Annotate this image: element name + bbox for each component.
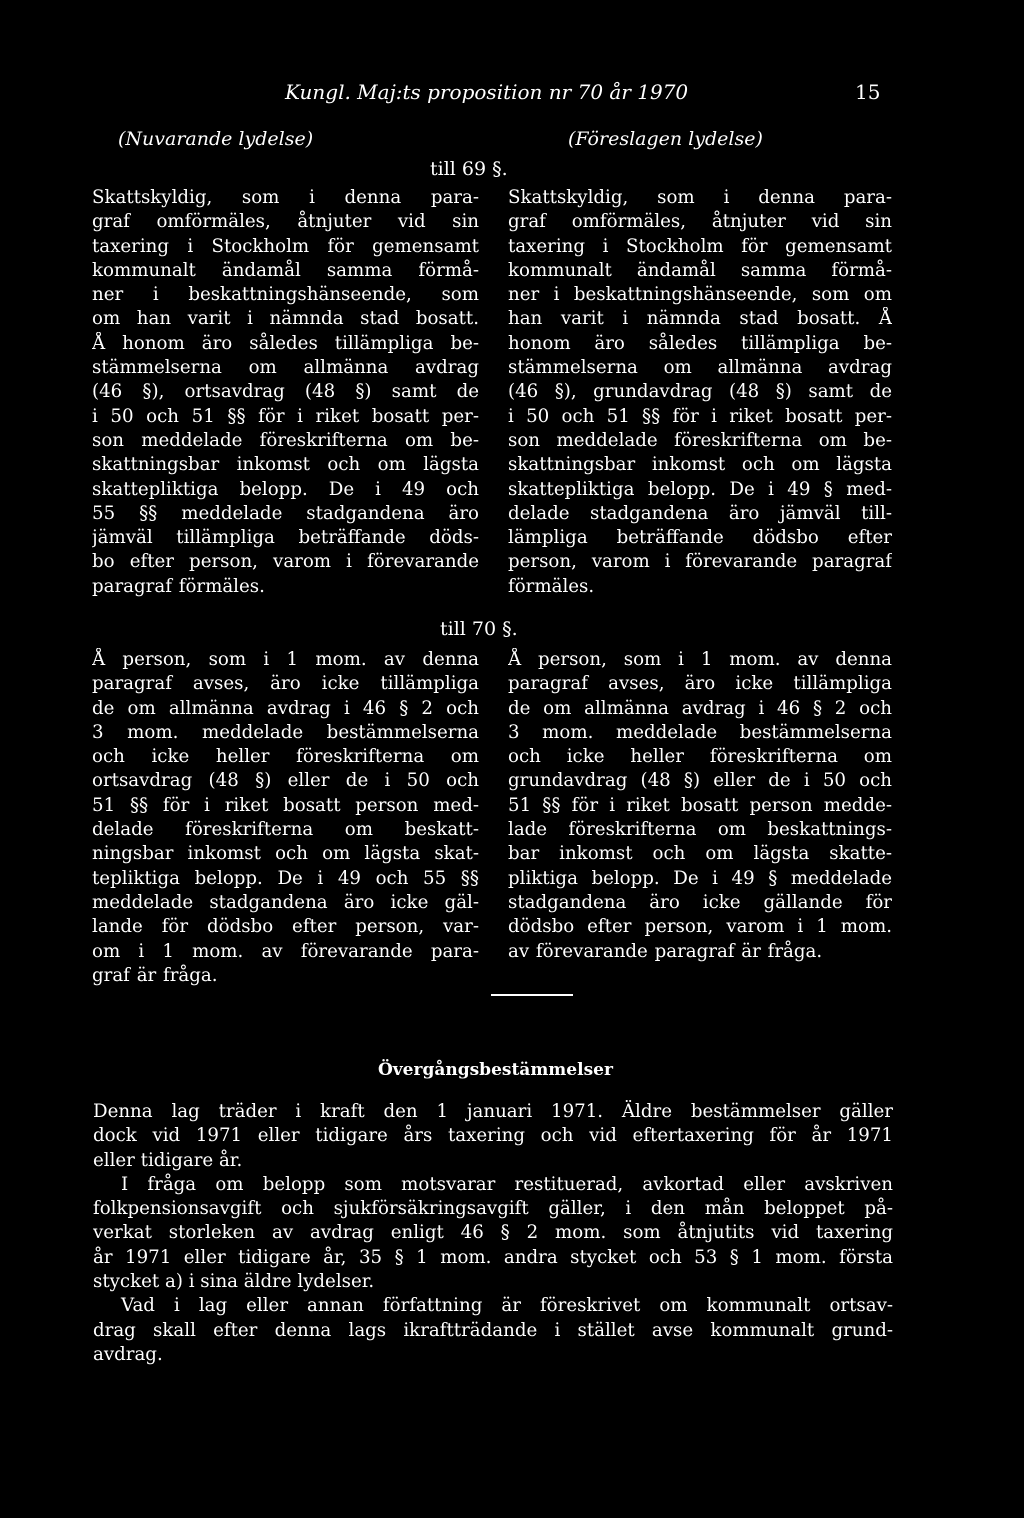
text-line: ner i beskattningshänseende, som	[92, 284, 479, 306]
text-line: bar inkomst och om lägsta skatte-	[508, 843, 892, 865]
section-70-proposed-text	[508, 648, 892, 964]
text-line: paragraf förmäles.	[92, 575, 265, 597]
text-line: eller tidigare år.	[93, 1149, 243, 1171]
section-70-marker: till 70 §.	[440, 618, 518, 640]
text-line: graf är fråga.	[92, 964, 218, 986]
text-line: stadgandena äro icke gällande för	[508, 891, 892, 913]
section-69-proposed-text	[508, 186, 892, 599]
text-line: år 1971 eller tidigare år, 35 § 1 mom. andra stycket och 53 § 1 mom. första	[93, 1246, 893, 1268]
text-line: verkat storleken av avdrag enligt 46 § 2 mom. som åtnjutits vid taxering	[93, 1222, 893, 1244]
text-line: skattningsbar inkomst och om lägsta	[508, 454, 892, 476]
text-line: honom äro således tillämpliga be-	[508, 332, 892, 354]
text-line: lade föreskrifterna om beskattnings-	[508, 819, 892, 841]
running-header: Kungl. Maj:ts proposition nr 70 år 1970	[285, 80, 689, 104]
text-line: son meddelade föreskrifterna om be-	[508, 429, 892, 451]
text-line: i 50 och 51 §§ för i riket bosatt per-	[508, 405, 892, 427]
text-line: Å person, som i 1 mom. av denna	[508, 649, 892, 670]
text-line: Skattskyldig, som i denna para-	[92, 187, 479, 208]
text-line: delade stadgandena äro jämväl till-	[508, 502, 892, 524]
current-wording-heading: (Nuvarande lydelse)	[118, 128, 314, 150]
text-line: taxering i Stockholm för gemensamt	[92, 235, 479, 257]
text-line: dock vid 1971 eller tidigare års taxering och vid eftertaxering för år 1971	[93, 1125, 893, 1147]
text-line: skattningsbar inkomst och om lägsta	[92, 454, 479, 476]
text-line: ortsavdrag (48 §) eller de i 50 och	[92, 770, 479, 792]
page-number: 15	[855, 80, 881, 104]
text-line: kommunalt ändamål samma förmå-	[92, 259, 479, 281]
text-line: de om allmänna avdrag i 46 § 2 och	[92, 697, 479, 719]
text-line: meddelade stadgandena äro icke gäl-	[92, 891, 479, 913]
text-line: folkpensionsavgift och sjukförsäkringsavgift gäller, i den mån beloppet på-	[93, 1198, 893, 1220]
text-line: av förevarande paragraf är fråga.	[508, 940, 823, 962]
text-line: han varit i nämnda stad bosatt. Å	[508, 308, 892, 330]
text-line: de om allmänna avdrag i 46 § 2 och	[508, 697, 892, 719]
text-line: dödsbo efter person, varom i 1 mom.	[508, 916, 892, 938]
transitional-provisions-heading: Övergångsbestämmelser	[378, 1060, 613, 1080]
text-line: ner i beskattningshänseende, som om	[508, 284, 892, 306]
text-line: Å honom äro således tillämpliga be-	[92, 332, 479, 354]
text-line: Skattskyldig, som i denna para-	[508, 187, 892, 208]
text-line: 3 mom. meddelade bestämmelserna	[508, 721, 892, 743]
text-line: (46 §), grundavdrag (48 §) samt de	[508, 381, 892, 403]
text-line: lande för dödsbo efter person, var-	[92, 916, 479, 938]
text-line: och icke heller föreskrifterna om	[508, 746, 892, 768]
text-line: Å person, som i 1 mom. av denna	[92, 649, 479, 670]
text-line: i 50 och 51 §§ för i riket bosatt per-	[92, 405, 479, 427]
text-line: person, varom i förevarande paragraf	[508, 551, 892, 573]
transitional-provisions-text	[93, 1100, 893, 1367]
text-line: paragraf avses, äro icke tillämpliga	[92, 673, 479, 695]
text-line: ningsbar inkomst och om lägsta skat-	[92, 843, 479, 865]
text-line: stämmelserna om allmänna avdrag	[92, 357, 479, 379]
text-line: 55 §§ meddelade stadgandena äro	[92, 502, 479, 524]
text-line: tepliktiga belopp. De i 49 och 55 §§	[92, 867, 479, 889]
text-line: bo efter person, varom i förevarande	[92, 551, 479, 573]
text-line: kommunalt ändamål samma förmå-	[508, 259, 892, 281]
text-line: delade föreskrifterna om beskatt-	[92, 819, 479, 841]
text-line: och icke heller föreskrifterna om	[92, 746, 479, 768]
text-line: graf omförmäles, åtnjuter vid sin	[92, 211, 479, 233]
text-line: (46 §), ortsavdrag (48 §) samt de	[92, 381, 479, 403]
text-line: om i 1 mom. av förevarande para-	[92, 940, 479, 962]
text-line: pliktiga belopp. De i 49 § meddelade	[508, 867, 892, 889]
text-line: om han varit i nämnda stad bosatt.	[92, 308, 479, 330]
text-line: drag skall efter denna lags ikraftträdande i stället avse kommunalt grund-	[93, 1319, 893, 1341]
text-line: son meddelade föreskrifterna om be-	[92, 429, 479, 451]
text-line: paragraf avses, äro icke tillämpliga	[508, 673, 892, 695]
section-69-marker: till 69 §.	[430, 158, 508, 180]
text-line: 3 mom. meddelade bestämmelserna	[92, 721, 479, 743]
text-line: grundavdrag (48 §) eller de i 50 och	[508, 770, 892, 792]
section-70-current-text	[92, 648, 479, 988]
proposed-wording-heading: (Föreslagen lydelse)	[568, 128, 763, 150]
text-line: förmäles.	[508, 575, 595, 597]
text-line: jämväl tillämpliga beträffande döds-	[92, 527, 479, 549]
text-line: avdrag.	[93, 1343, 163, 1365]
text-line: skattepliktiga belopp. De i 49 § med-	[508, 478, 892, 500]
text-line: 51 §§ för i riket bosatt person medde-	[508, 794, 892, 816]
text-line: Denna lag träder i kraft den 1 januari 1971. Äldre bestämmelser gäller	[93, 1101, 893, 1122]
text-line: lämpliga beträffande dödsbo efter	[508, 527, 892, 549]
text-line: I fråga om belopp som motsvarar restituerad, avkortad eller avskriven	[121, 1173, 893, 1195]
section-69-current-text	[92, 186, 479, 599]
text-line: stycket a) i sina äldre lydelser.	[93, 1271, 375, 1293]
text-line: graf omförmäles, åtnjuter vid sin	[508, 211, 892, 233]
text-line: taxering i Stockholm för gemensamt	[508, 235, 892, 257]
section-divider	[491, 994, 573, 996]
text-line: Vad i lag eller annan författning är föreskrivet om kommunalt ortsav-	[121, 1295, 893, 1317]
text-line: stämmelserna om allmänna avdrag	[508, 357, 892, 379]
text-line: skattepliktiga belopp. De i 49 och	[92, 478, 479, 500]
text-line: 51 §§ för i riket bosatt person med-	[92, 794, 479, 816]
